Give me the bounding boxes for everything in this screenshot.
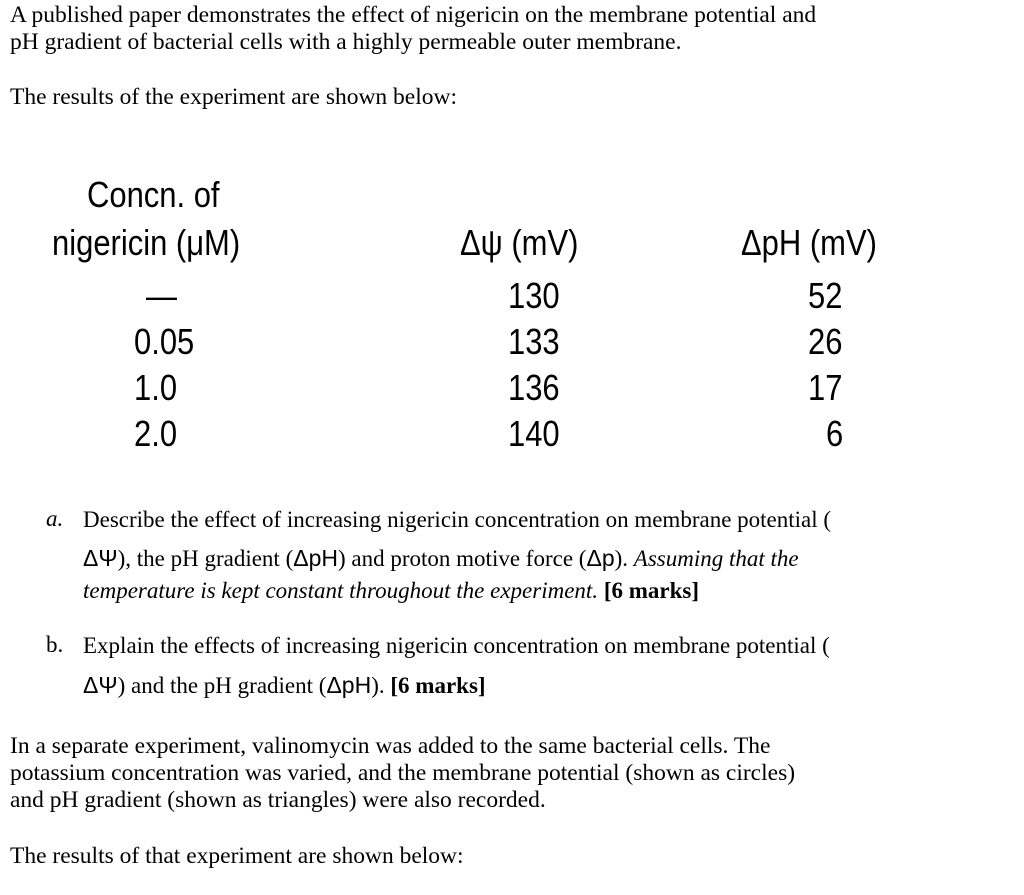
question-b-line-2 xyxy=(83,668,486,703)
question-a-assumption: Assuming that the xyxy=(633,546,799,571)
results-intro: The results of the experiment are shown below: xyxy=(10,84,458,110)
row-4-conc: 2.0 xyxy=(134,413,178,454)
row-4-dpsi: 140 xyxy=(508,413,560,454)
delta-psi-symbol: ΔΨ xyxy=(83,545,118,571)
delta-psi-symbol: ΔΨ xyxy=(83,672,118,698)
col-header-conc-line-1: Concn. of xyxy=(87,174,220,215)
question-b-marks: [6 marks] xyxy=(390,673,486,698)
question-b-text: ). xyxy=(371,673,385,698)
question-a-marks: [6 marks] xyxy=(603,578,699,603)
question-a-line-3 xyxy=(83,574,699,608)
question-b-letter: b. xyxy=(46,632,64,657)
intro-line-2: pH gradient of bacterial cells with a highly permeable outer membrane. xyxy=(10,29,682,55)
question-b-text: ) and the pH gradient ( xyxy=(117,673,327,698)
bottom-line-1: In a separate experiment, valinomycin was added to the same bacterial cells. The xyxy=(10,733,771,759)
col-header-conc-line-2: nigericin (μM) xyxy=(52,222,241,263)
question-a-text: ), the pH gradient ( xyxy=(117,546,294,571)
bottom-results-intro: The results of that experiment are shown below: xyxy=(10,843,464,869)
delta-p-symbol: Δp xyxy=(586,545,615,571)
delta-ph-symbol: ΔpH xyxy=(293,545,338,571)
question-a-text: ) and proton motive force ( xyxy=(338,546,587,571)
intro-line-1: A published paper demonstrates the effect of nigericin on the membrane potential and xyxy=(10,2,817,28)
question-a-assumption-cont: temperature is kept constant throughout the experiment. xyxy=(83,578,599,603)
row-1-conc: — xyxy=(146,275,177,316)
row-2-conc: 0.05 xyxy=(134,321,195,362)
bottom-line-2: potassium concentration was varied, and the membrane potential (shown as circles) xyxy=(10,760,796,786)
row-3-conc: 1.0 xyxy=(134,367,178,408)
delta-ph-symbol: ΔpH xyxy=(326,672,372,698)
col-header-dph: ΔpH (mV) xyxy=(741,222,877,263)
question-a-letter: a. xyxy=(46,506,64,531)
row-2-dph: 26 xyxy=(808,321,843,362)
bottom-line-3: and pH gradient (shown as triangles) were also recorded. xyxy=(10,787,546,813)
col-header-dpsi: Δψ (mV) xyxy=(460,222,579,263)
row-1-dpsi: 130 xyxy=(508,275,560,316)
row-1-dph: 52 xyxy=(808,275,843,316)
row-3-dph: 17 xyxy=(808,367,843,408)
question-a-line-1: Describe the effect of increasing nigericin concentration on membrane potential ( xyxy=(83,507,832,532)
row-2-dpsi: 133 xyxy=(508,321,560,362)
question-a-line-2 xyxy=(83,541,799,576)
row-4-dph: 6 xyxy=(826,413,844,454)
row-3-dpsi: 136 xyxy=(508,367,560,408)
question-b-line-1: Explain the effects of increasing nigericin concentration on membrane potential ( xyxy=(83,633,830,658)
question-a-text: ). xyxy=(614,546,629,571)
